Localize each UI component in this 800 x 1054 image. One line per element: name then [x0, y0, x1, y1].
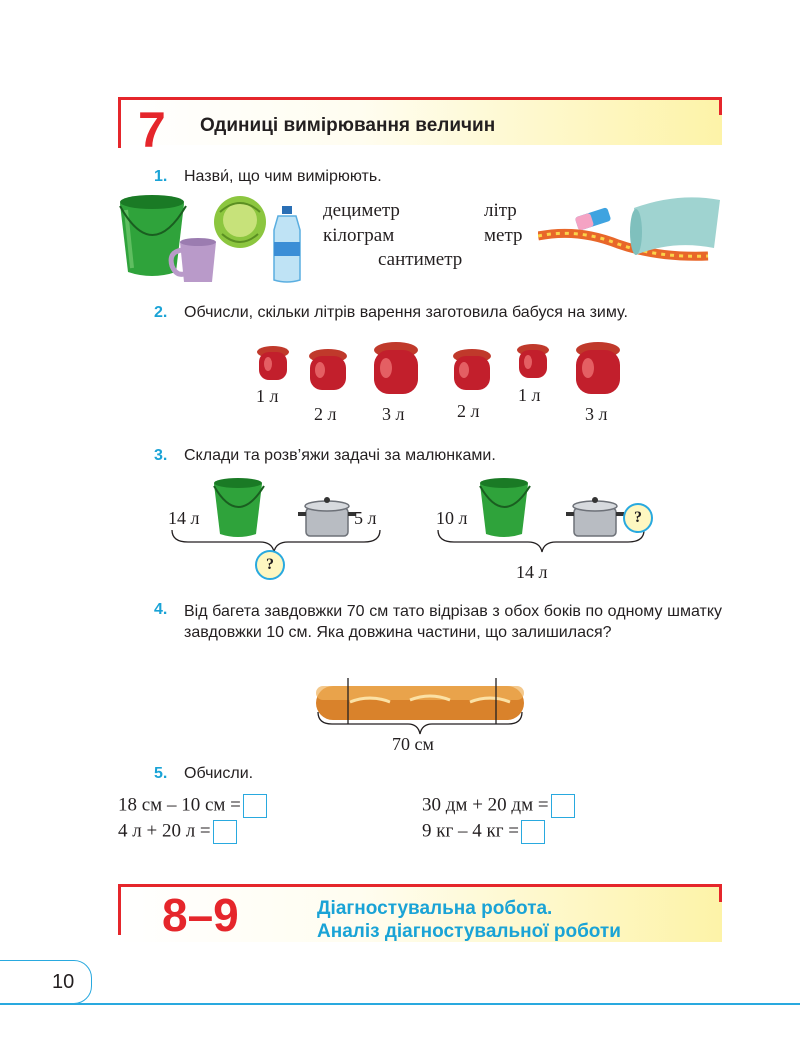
pot-volume-label: 5 л	[354, 508, 377, 528]
eraser-icon	[575, 207, 612, 231]
task-4-number: 4.	[154, 601, 168, 618]
answer-box[interactable]	[213, 820, 237, 844]
task-1-number: 1.	[154, 168, 168, 185]
word-kilogram: кілограм	[323, 225, 395, 246]
question-bubble: ?	[623, 503, 653, 533]
jar-label: 2 л	[457, 401, 480, 421]
pot-icon	[298, 497, 356, 536]
task-5-number: 5.	[154, 765, 168, 782]
word-meter: метр	[484, 225, 523, 246]
question-bubble: ?	[255, 550, 285, 580]
task-3-text: Склади та розв’яжи задачі за малюнками.	[184, 447, 496, 464]
baguette-icon	[316, 686, 524, 720]
jar-label: 3 л	[382, 404, 405, 424]
task-2-number: 2.	[154, 304, 168, 321]
task-5-text: Обчисли.	[184, 765, 254, 782]
jar-icon	[576, 342, 620, 394]
equation-3: 4 л + 20 л =	[118, 820, 237, 844]
jar-icon	[517, 344, 549, 378]
equation-4: 9 кг – 4 кг =	[422, 820, 545, 844]
task-1-objects-right	[538, 192, 724, 282]
bucket-icon	[120, 195, 186, 276]
lesson-title-line-2: Аналіз діагностувальної роботи	[317, 921, 621, 942]
bucket-volume-label: 10 л	[436, 508, 468, 528]
lesson-number: 8–9	[162, 889, 239, 941]
task-1-objects-left	[112, 190, 327, 286]
bucket-volume-label: 14 л	[168, 508, 200, 528]
task-3-number: 3.	[154, 447, 168, 464]
jar-icon	[374, 342, 418, 394]
task-1-text: Назви́, що чим вимірюють.	[184, 168, 382, 185]
total-volume-label: 14 л	[516, 562, 548, 582]
footer-rule	[0, 1003, 800, 1005]
water-bottle-icon	[274, 206, 300, 282]
page-number: 10	[52, 971, 75, 993]
word-centimeter: сантиметр	[378, 249, 463, 270]
fabric-roll-icon	[630, 197, 720, 255]
equation-1: 18 см – 10 см =	[118, 794, 267, 818]
answer-box[interactable]	[243, 794, 267, 818]
lesson-title: Одиниці вимірювання величин	[200, 115, 496, 136]
cabbage-icon	[214, 196, 266, 248]
jar-label: 3 л	[585, 404, 608, 424]
jar-label: 1 л	[256, 386, 279, 406]
jar-icon	[309, 349, 347, 390]
task-4-text: Від багета завдовжки 70 см тато відрізав з обох боків по одному шматку завдовжки 10 см. Яка довжина частини, що залишилася?	[184, 603, 722, 641]
lesson-title-line-1: Діагностувальна робота.	[317, 898, 553, 919]
word-decimeter: дециметр	[323, 200, 400, 221]
answer-box[interactable]	[551, 794, 575, 818]
jar-label: 1 л	[518, 385, 541, 405]
jam-jars	[250, 338, 640, 400]
word-liter: літр	[484, 200, 517, 221]
bucket-icon	[480, 478, 530, 537]
jar-icon	[453, 349, 491, 390]
baguette-length-label: 70 см	[392, 734, 434, 754]
task-2-text: Обчисли, скільки літрів варення заготовила бабуся на зиму.	[184, 304, 628, 321]
jar-label: 2 л	[314, 404, 337, 424]
lesson-number: 7	[138, 102, 166, 158]
pot-icon	[566, 497, 624, 536]
jar-icon	[257, 346, 289, 380]
page-number-tab	[0, 960, 92, 1004]
equation-2: 30 дм + 20 дм =	[422, 794, 575, 818]
bucket-icon	[214, 478, 264, 537]
answer-box[interactable]	[521, 820, 545, 844]
